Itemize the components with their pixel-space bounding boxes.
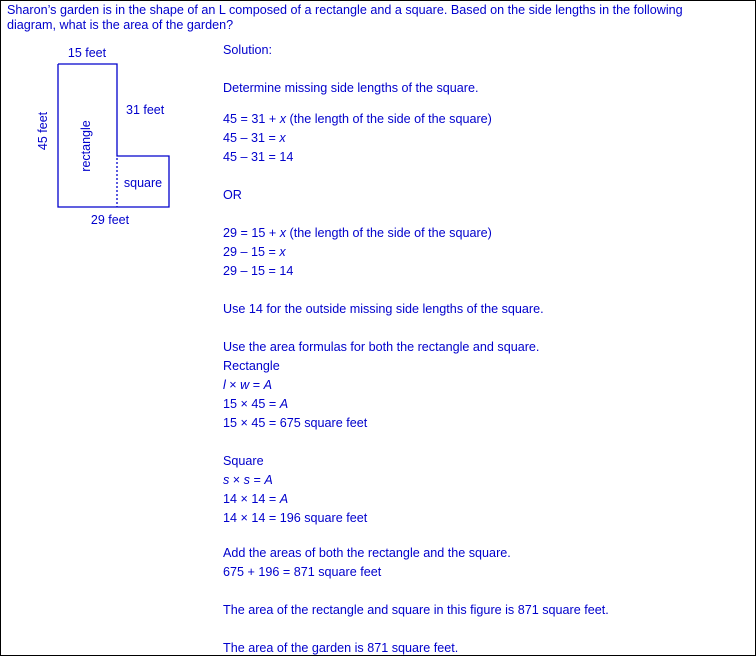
- question-line-1: Sharon’s garden is in the shape of an L composed of a rectangle and a square. Based on the side lengths in the following: [7, 3, 683, 17]
- square-result: 14 × 14 = 196 square feet: [223, 511, 368, 525]
- or-text: OR: [223, 188, 242, 202]
- rectangle-heading: Rectangle: [223, 359, 280, 373]
- square-label: square: [123, 176, 163, 190]
- left-side-label: 45 feet: [36, 111, 50, 151]
- square-substitution: 14 × 14 = A: [223, 492, 289, 506]
- rectangle-label: rectangle: [79, 120, 93, 172]
- use-14-text: Use 14 for the outside missing side lengths of the square.: [223, 302, 544, 316]
- equation-5: 29 – 15 = x: [223, 245, 286, 259]
- add-areas-intro: Add the areas of both the rectangle and the square.: [223, 546, 511, 560]
- equation-3: 45 – 31 = 14: [223, 150, 294, 164]
- equation-1: 45 = 31 + x (the length of the side of the square): [223, 112, 492, 126]
- square-heading: Square: [223, 454, 264, 468]
- step1-intro: Determine missing side lengths of the square.: [223, 81, 479, 95]
- rectangle-formula: l × w = A: [223, 378, 273, 392]
- l-shape-diagram: [1, 1, 211, 241]
- top-side-label: 15 feet: [67, 46, 107, 60]
- garden-area-statement: The area of the garden is 871 square feet.: [223, 641, 459, 655]
- add-areas-result: 675 + 196 = 871 square feet: [223, 565, 382, 579]
- question-line-2: diagram, what is the area of the garden?: [7, 18, 234, 32]
- equation-4: 29 = 15 + x (the length of the side of the square): [223, 226, 492, 240]
- equation-6: 29 – 15 = 14: [223, 264, 294, 278]
- right-side-label: 31 feet: [126, 103, 165, 117]
- square-formula: s × s = A: [223, 473, 273, 487]
- equation-2: 45 – 31 = x: [223, 131, 286, 145]
- area-formulas-intro: Use the area formulas for both the rectangle and square.: [223, 340, 540, 354]
- rectangle-result: 15 × 45 = 675 square feet: [223, 416, 368, 430]
- bottom-side-label: 29 feet: [90, 213, 130, 227]
- solution-heading: Solution:: [223, 43, 273, 57]
- rectangle-substitution: 15 × 45 = A: [223, 397, 289, 411]
- figure-area-statement: The area of the rectangle and square in this figure is 871 square feet.: [223, 603, 609, 617]
